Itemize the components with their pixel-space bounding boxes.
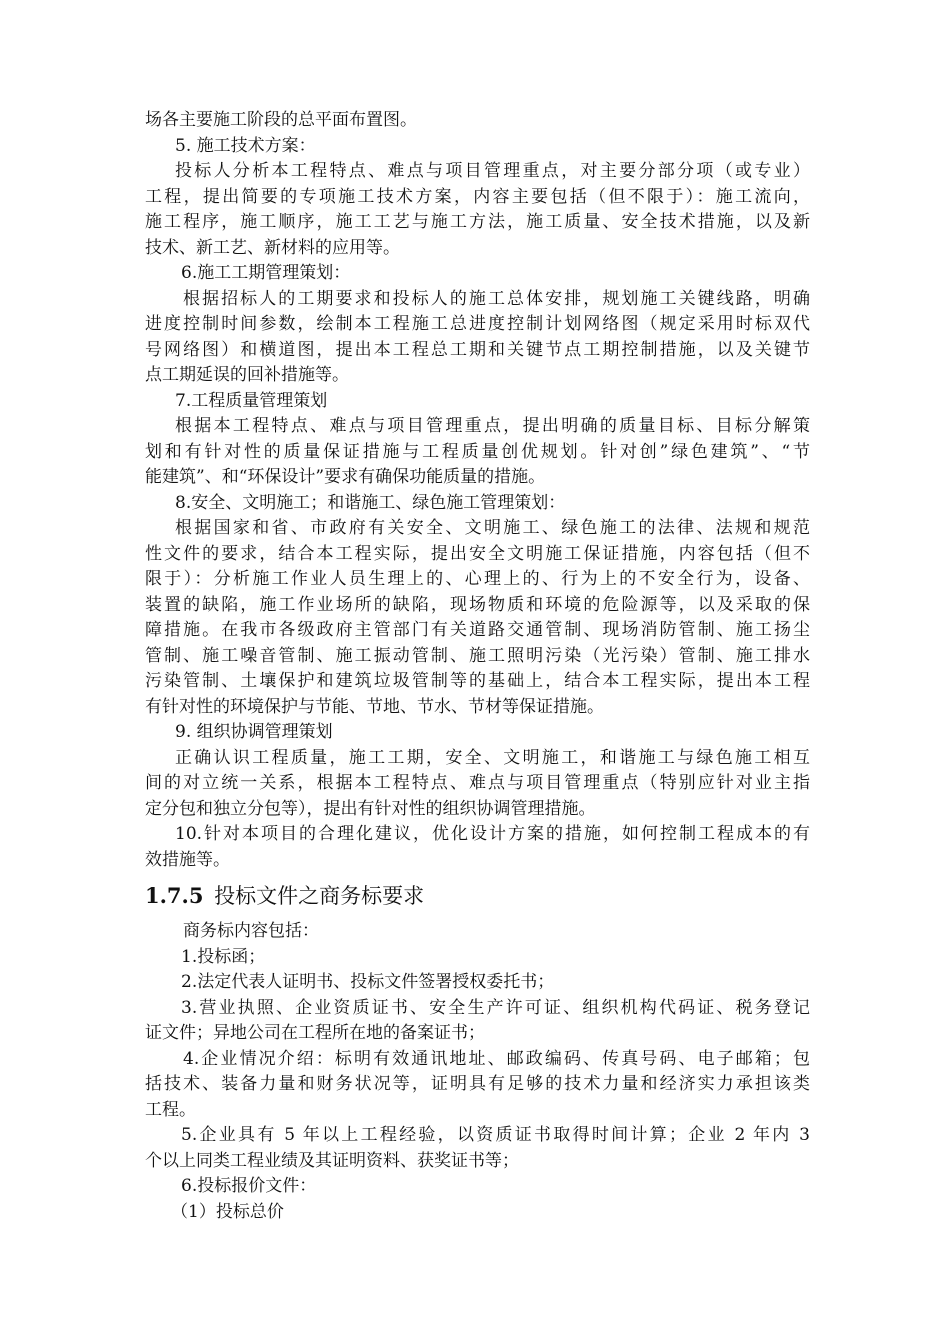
text-line: 点工期延误的回补措施等。 (145, 365, 349, 385)
text-line: 10.针对本项目的合理化建议，优化设计方案的措施，如何控制工程成本的有 (175, 824, 810, 844)
text-line: 8.安全、文明施工；和谐施工、绿色施工管理策划： (175, 492, 566, 513)
text-line: 间的对立统一关系，根据本工程特点、难点与项目管理重点（特别应针对业主指 (145, 773, 810, 793)
section-heading-number: 1.7.5 (145, 883, 204, 908)
text-line: 3.营业执照、企业资质证书、安全生产许可证、组织机构代码证、税务登记 (181, 997, 810, 1018)
text-line: 5.企业具有 5 年以上工程经验，以资质证书取得时间计算；企业 2 年内 3 (181, 1125, 810, 1145)
text-line: 管制、施工噪音管制、施工振动管制、施工照明污染（光污染）管制、施工排水 (145, 645, 810, 666)
paragraph (145, 1200, 810, 1226)
paragraph (145, 746, 810, 823)
text-line: 证文件；异地公司在工程所在地的备案证书； (145, 1023, 485, 1043)
text-line: 有针对性的环境保护与节能、节地、节水、节材等保证措施。 (145, 696, 604, 717)
text-line: 技术、新工艺、新材料的应用等。 (145, 237, 400, 258)
paragraph (145, 1174, 810, 1200)
text-line: 场各主要施工阶段的总平面布置图。 (145, 110, 417, 130)
text-line: 污染管制、土壤保护和建筑垃圾管制等的基础上，结合本工程实际，提出本工程 (145, 671, 810, 691)
business-bid-sections (145, 919, 810, 1225)
text-line: 6.施工工期管理策划： (181, 263, 351, 283)
text-line: 投标人分析本工程特点、难点与项目管理重点，对主要分部分项（或专业） (175, 161, 810, 181)
text-line: 商务标内容包括： (183, 921, 319, 941)
text-line: 根据本工程特点、难点与项目管理重点，提出明确的质量目标、目标分解策 (175, 416, 810, 436)
text-line: 定分包和独立分包等），提出有针对性的组织协调管理措施。 (145, 798, 596, 819)
paragraph (145, 261, 810, 287)
paragraph (145, 491, 810, 517)
document-page (145, 108, 810, 1225)
text-line: 障措施。在我市各级政府主管部门有关道路交通管制、现场消防管制、施工扬尘 (145, 620, 810, 640)
text-line: 根据招标人的工期要求和投标人的施工总体安排，规划施工关键线路，明确 (183, 288, 810, 309)
paragraph (145, 389, 810, 415)
text-line: 进度控制时间参数，绘制本工程施工总进度控制计划网络图（规定采用时标双代 (145, 314, 810, 334)
paragraph (145, 516, 810, 720)
paragraph (145, 287, 810, 389)
text-line: 9. 组织协调管理策划 (175, 722, 333, 742)
text-line: 工程。 (145, 1099, 196, 1120)
text-line: 5. 施工技术方案： (175, 135, 316, 156)
text-line: 1.投标函； (181, 946, 266, 967)
text-line: 装置的缺陷，施工作业场所的缺陷，现场物质和环境的危险源等，以及采取的保 (145, 594, 810, 615)
text-line: 性文件的要求，结合本工程实际，提出安全文明施工保证措施，内容包括（但不 (145, 543, 810, 564)
paragraph (145, 822, 810, 873)
paragraph (145, 159, 810, 261)
text-line: 7.工程质量管理策划 (175, 390, 328, 411)
text-line: 号网络图）和横道图，提出本工程总工期和关键节点工期控制措施，以及关键节 (145, 339, 810, 360)
paragraph (145, 134, 810, 160)
section-heading-title: 投标文件之商务标要求 (214, 884, 425, 908)
text-line: 施工程序，施工顺序，施工工艺与施工方法，施工质量、安全技术措施，以及新 (145, 212, 810, 232)
text-line: 正确认识工程质量，施工工期，安全、文明施工，和谐施工与绿色施工相互 (175, 747, 810, 768)
section-heading (145, 879, 810, 913)
paragraph (145, 945, 810, 971)
text-line: 个以上同类工程业绩及其证明资料、获奖证书等； (145, 1150, 519, 1171)
text-line: 6.投标报价文件： (181, 1176, 317, 1196)
text-line: 根据国家和省、市政府有关安全、文明施工、绿色施工的法律、法规和规范 (175, 518, 810, 538)
text-line: （1）投标总价 (171, 1201, 284, 1222)
paragraph (145, 414, 810, 491)
paragraph (145, 108, 810, 134)
text-line: 括技术、装备力量和财务状况等，证明具有足够的技术力量和经济实力承担该类 (145, 1074, 810, 1094)
technical-plan-sections (145, 108, 810, 873)
text-line: 限于）：分析施工作业人员生理上的、心理上的、行为上的不安全行为，设备、 (145, 569, 810, 589)
text-line: 效措施等。 (145, 849, 230, 870)
text-line: 能建筑”、和“环保设计”要求有确保功能质量的措施。 (145, 467, 546, 487)
paragraph (145, 919, 810, 945)
text-line: 4.企业情况介绍：标明有效通讯地址、邮政编码、传真号码、电子邮箱；包 (183, 1048, 810, 1069)
paragraph (145, 1047, 810, 1124)
text-line: 工程，提出简要的专项施工技术方案，内容主要包括（但不限于）：施工流向， (145, 186, 810, 207)
paragraph (145, 1123, 810, 1174)
paragraph (145, 720, 810, 746)
text-line: 划和有针对性的质量保证措施与工程质量创优规划。针对创”绿色建筑”、“节 (145, 441, 810, 462)
paragraph (145, 970, 810, 996)
paragraph (145, 996, 810, 1047)
text-line: 2.法定代表人证明书、投标文件签署授权委托书； (181, 972, 555, 992)
